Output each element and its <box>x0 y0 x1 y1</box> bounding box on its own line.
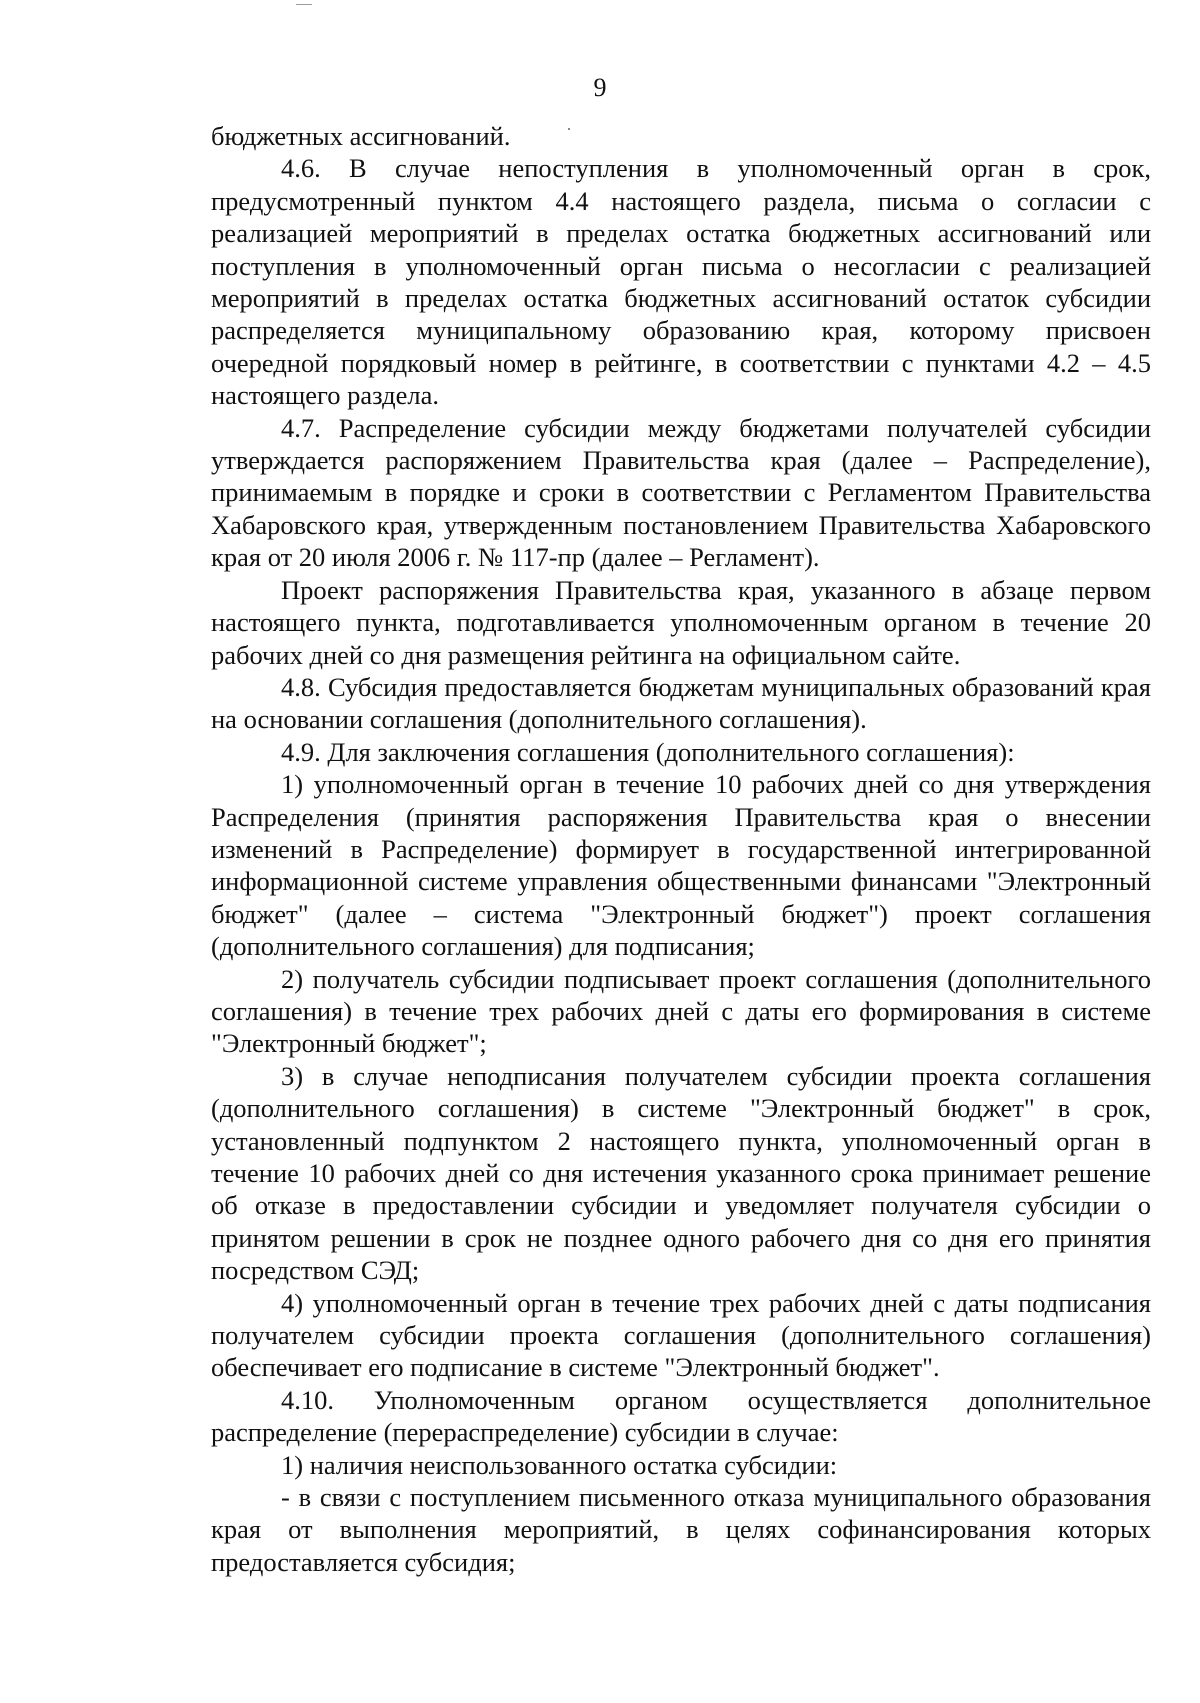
paragraph-4-9-item-2: 2) получатель субсидии подписывает проект соглашения (дополнительного соглашения) в течение трех рабочих дней с даты его формирования в системе "Электронный бюджет"; <box>211 963 1151 1059</box>
paragraph-4-9-item-3: 3) в случае неподписания получателем субсидии проекта соглашения (дополнительного соглашения) в системе "Электронный бюджет" в срок, установленный подпунктом 2 настоящего пункта, уполномоченный орган в течение 10 рабочих дней со дня истечения указанного срока принимает решение об отказе в предоставлении субсидии и уведомляет получателя субсидии о принятом решении в срок не позднее одного рабочего дня со дня его принятия посредством СЭД; <box>211 1060 1151 1286</box>
document-body <box>211 120 1151 1578</box>
page-number: 9 <box>593 73 607 102</box>
paragraph-4-7-project: Проект распоряжения Правительства края, указанного в абзаце первом настоящего пункта, подготавливается уполномоченным органом в течение 20 рабочих дней со дня размещения рейтинга на официальном сайте. <box>211 574 1151 670</box>
paragraph-continuation: бюджетных ассигнований. <box>211 121 511 151</box>
paragraph-4-10-item-1: 1) наличия неиспользованного остатка субсидии: <box>281 1449 838 1480</box>
paragraph-4-6: 4.6. В случае непоступления в уполномоченный орган в срок, предусмотренный пунктом 4.4 настоящего раздела, письма о согласии с реализацией мероприятий в пределах остатка бюджетных ассигнований или поступления в уполномоченный орган письма о несогласии с реализацией мероприятий в пределах остатка бюджетных ассигнований остаток субсидии распределяется муниципальному образованию края, которому присвоен очередной порядковый номер в рейтинге, в соответствии с пунктами 4.2 – 4.5 настоящего раздела. <box>211 153 1151 411</box>
paragraph-4-9-item-4: 4) уполномоченный орган в течение трех рабочих дней с даты подписания получателем субсидии проекта соглашения (дополнительного соглашения) обеспечивает его подписание в системе "Электронный бюджет". <box>211 1287 1151 1383</box>
paragraph-4-9: 4.9. Для заключения соглашения (дополнительного соглашения): <box>281 736 1015 767</box>
paragraph-4-10: 4.10. Уполномоченным органом осуществляется дополнительное распределение (перераспределение) субсидии в случае: <box>211 1384 1151 1448</box>
scan-artifact-line <box>296 4 312 5</box>
paragraph-4-9-item-1: 1) уполномоченный орган в течение 10 рабочих дней со дня утверждения Распределения (принятия распоряжения Правительства края о внесении изменений в Распределение) формирует в государственной интегрированной информационной системе управления общественными финансами "Электронный бюджет" (далее – система "Электронный бюджет") проект соглашения (дополнительного соглашения) для подписания; <box>211 769 1151 962</box>
paragraph-4-8: 4.8. Субсидия предоставляется бюджетам муниципальных образований края на основании соглашения (дополнительного соглашения). <box>211 671 1151 735</box>
paragraph-4-10-item-1-dash: - в связи с поступлением письменного отказа муниципального образования края от выполнения мероприятий, в целях софинансирования которых предоставляется субсидия; <box>211 1482 1151 1577</box>
paragraph-4-7: 4.7. Распределение субсидии между бюджетами получателей субсидии утверждается распоряжением Правительства края (далее – Распределение), принимаемым в порядке и сроки в соответствии с Регламентом Правительства Хабаровского края, утвержденным постановлением Правительства Хабаровского края от 20 июля 2006 г. № 117-пр (далее – Регламент). <box>211 412 1151 573</box>
